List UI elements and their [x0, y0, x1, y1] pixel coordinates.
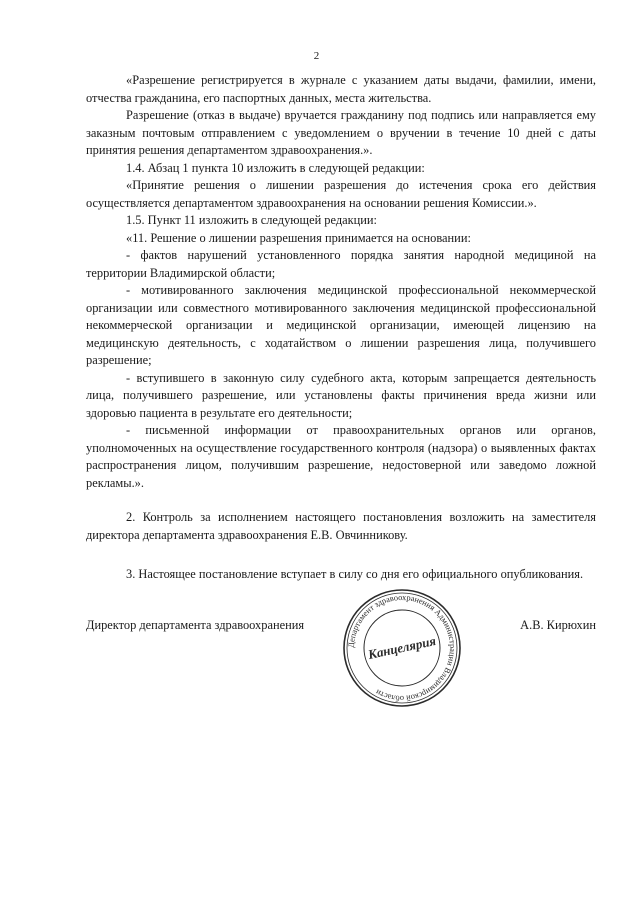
stamp-seal-icon	[340, 586, 464, 710]
paragraph-amendment-1-5: 1.5. Пункт 11 изложить в следующей редакции:	[126, 213, 377, 227]
stamp-ring-text: Департамент здравоохранения Администрации Владимирской области	[346, 592, 458, 704]
document-body	[86, 72, 596, 584]
page-number: 2	[313, 50, 320, 62]
paragraph-permit-delivery: Разрешение (отказ в выдаче) вручается гражданину под подпись или направляется ему заказным почтовым отправлением с уведомлением о вручении в течение 10 дней с даты принятия решения департаментом здравоохранения.».	[86, 108, 596, 157]
paragraph-effective-date: 3. Настоящее постановление вступает в силу со дня его официального опубликования.	[126, 567, 584, 581]
list-item-violations: - фактов нарушений установленного порядка занятия народной медициной на территории Владимирской области;	[86, 248, 596, 280]
signatory-title: Директор департамента здравоохранения	[86, 618, 305, 632]
paragraph-revocation-decision: «Принятие решения о лишении разрешения до истечения срока его действия осуществляется департаментом здравоохранения на основании решения Комиссии.».	[86, 178, 596, 210]
stamp-center-text: Канцелярия	[366, 633, 438, 663]
official-stamp	[340, 586, 464, 710]
list-item-court-act: - вступившего в законную силу судебного акта, которым запрещается деятельность лица, получившего разрешение, или установлены факты причинения вреда жизни или здоровью пациента в результате его деятельности;	[86, 370, 596, 420]
list-item-conclusion: - мотивированного заключения медицинской профессиональной некоммерческой организации или совместного мотивированного заключения медицинской профессиональной некоммерческой организации и медицинской организации, имеющей лицензию на медицинскую деятельность, с ходатайством о лишении разрешения лица, получившего разрешение;	[86, 283, 596, 367]
paragraph-item-11: «11. Решение о лишении разрешения принимается на основании:	[126, 230, 471, 245]
paragraph-control: 2. Контроль за исполнением настоящего постановления возложить на заместителя директора департамента здравоохранения Е.В. Овчинникову.	[86, 510, 596, 542]
list-item-written-info: - письменной информации от правоохранительных органов или органов, уполномоченных на осуществление государственного контроля (надзора) о выявленных фактах распространения лицом, получившим разрешение, недостоверной или заведомо ложной рекламы.».	[86, 423, 596, 490]
paragraph-registration: «Разрешение регистрируется в журнале с указанием даты выдачи, фамилии, имени, отчества гражданина, его паспортных данных, места жительства.	[86, 73, 596, 105]
signatory-name: А.В. Кирюхин	[520, 618, 596, 632]
paragraph-amendment-1-4: 1.4. Абзац 1 пункта 10 изложить в следующей редакции:	[126, 160, 425, 175]
